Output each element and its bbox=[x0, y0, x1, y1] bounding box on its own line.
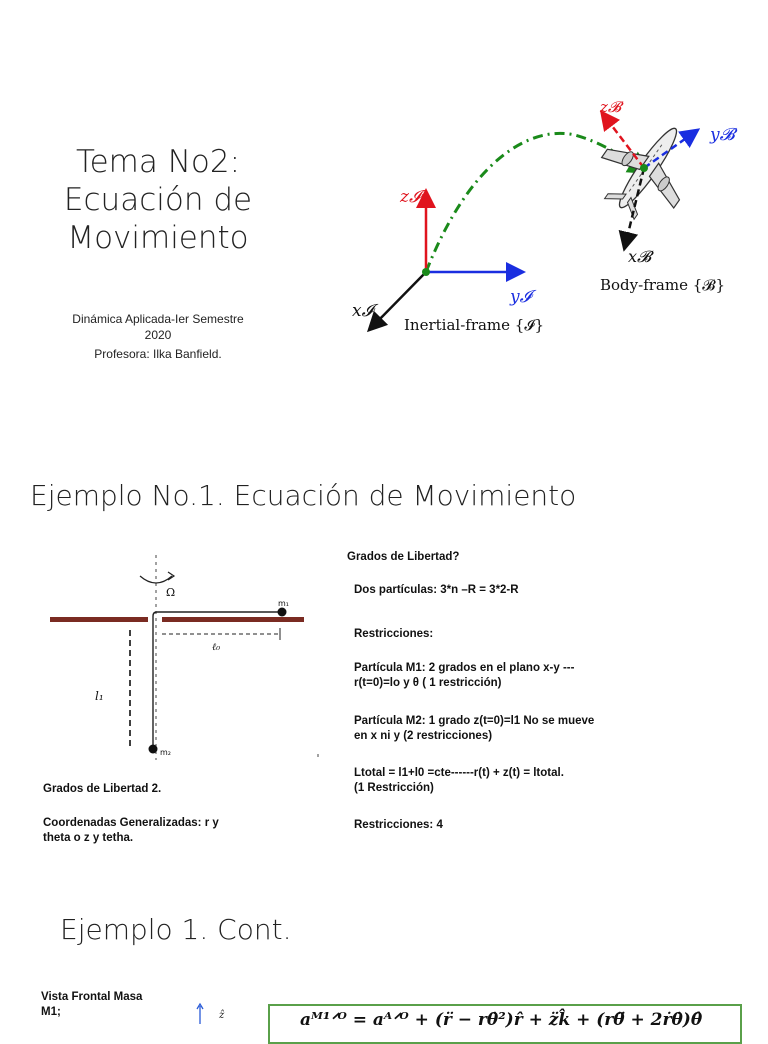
label-zB: z𝓑 bbox=[600, 98, 622, 116]
ltotal-line-2: (1 Restricción) bbox=[354, 782, 434, 794]
label-zI: z𝓘 bbox=[400, 187, 421, 207]
title-line-2: Ecuación de bbox=[63, 182, 253, 218]
particula-m2-line-2: en x ni y (2 restricciones) bbox=[354, 730, 493, 742]
l1-label: l₁ bbox=[95, 689, 104, 703]
vista-line-2: M1; bbox=[41, 1006, 61, 1018]
omega-label: Ω bbox=[166, 586, 176, 599]
acceleration-equation: aᴹ¹ᐟᴼ = aᴬᐟᴼ + (r̈ − rθ̇²)r̂ + z̈k̂ + (rθ̈ + 2ṙθ̇)θ̂ bbox=[300, 1010, 703, 1030]
inertial-frame-caption: Inertial-frame {𝓘} bbox=[404, 316, 545, 334]
ltotal-text bbox=[354, 766, 564, 796]
body-origin bbox=[640, 164, 648, 172]
particula-m2-text bbox=[354, 714, 594, 744]
gdl-text: Grados de Libertad 2. bbox=[43, 783, 162, 795]
inertial-origin bbox=[422, 268, 430, 276]
table-left bbox=[50, 617, 148, 622]
slide-2-title: Ejemplo No.1. Ecuación de Movimiento bbox=[30, 479, 577, 512]
slide-3-title: Ejemplo 1. Cont. bbox=[60, 913, 292, 946]
particula-m2-line-1: Partícula M2: 1 grado z(t=0)=l1 No se mueve bbox=[354, 715, 595, 727]
label-yI: y𝓘 bbox=[510, 287, 532, 307]
equation-box bbox=[268, 1004, 742, 1044]
ltotal-line-1: Ltotal = l1+l0 =cte------r(t) + z(t) = ltotal. bbox=[354, 767, 564, 779]
particula-m1-line-1: Partícula M1: 2 grados en el plano x-y --- bbox=[354, 662, 575, 674]
mass-m2 bbox=[149, 745, 158, 754]
coords-line-2: theta o z y tetha. bbox=[43, 832, 134, 844]
dos-particulas-text: Dos partículas: 3*n –R = 3*2-R bbox=[354, 584, 519, 596]
pendulum-diagram bbox=[40, 550, 330, 765]
vista-line-1: Vista Frontal Masa bbox=[41, 991, 143, 1003]
subtitle-line-2: 2020 bbox=[144, 328, 172, 342]
label-xB: x𝓑 bbox=[628, 247, 652, 266]
restricciones-heading: Restricciones: bbox=[354, 628, 434, 640]
z-hat-label: ẑ bbox=[219, 1010, 225, 1021]
particula-m1-text bbox=[354, 661, 574, 691]
reference-frames-figure bbox=[330, 90, 750, 350]
l0-label: ℓ₀ bbox=[212, 642, 221, 653]
coords-text bbox=[43, 816, 219, 846]
professor-name: Profesora: Ilka Banfield. bbox=[94, 347, 222, 361]
label-xI: x𝓘 bbox=[352, 301, 374, 321]
subtitle-line-1: Dinámica Aplicada-Ier Semestre bbox=[72, 312, 244, 326]
slide-1-title bbox=[40, 143, 276, 257]
m1-label: m₁ bbox=[278, 599, 289, 608]
body-frame-caption: Body-frame {𝓑} bbox=[600, 276, 726, 294]
vista-frontal-text bbox=[41, 990, 142, 1020]
grados-libertad-question: Grados de Libertad? bbox=[347, 551, 460, 563]
label-yB: y𝓑 bbox=[710, 125, 735, 145]
table-right bbox=[162, 617, 304, 622]
particula-m1-line-2: r(t=0)=lo y θ ( 1 restricción) bbox=[354, 677, 502, 689]
coords-line-1: Coordenadas Generalizadas: r y bbox=[43, 817, 219, 829]
string bbox=[153, 612, 282, 749]
mass-m1 bbox=[278, 608, 287, 617]
title-line-3: Movimiento bbox=[67, 220, 249, 256]
title-line-1: Tema No2: bbox=[75, 144, 241, 180]
m2-label: m₂ bbox=[160, 748, 171, 757]
slide-1-subtitle bbox=[40, 311, 276, 362]
restricciones-total: Restricciones: 4 bbox=[354, 819, 443, 831]
